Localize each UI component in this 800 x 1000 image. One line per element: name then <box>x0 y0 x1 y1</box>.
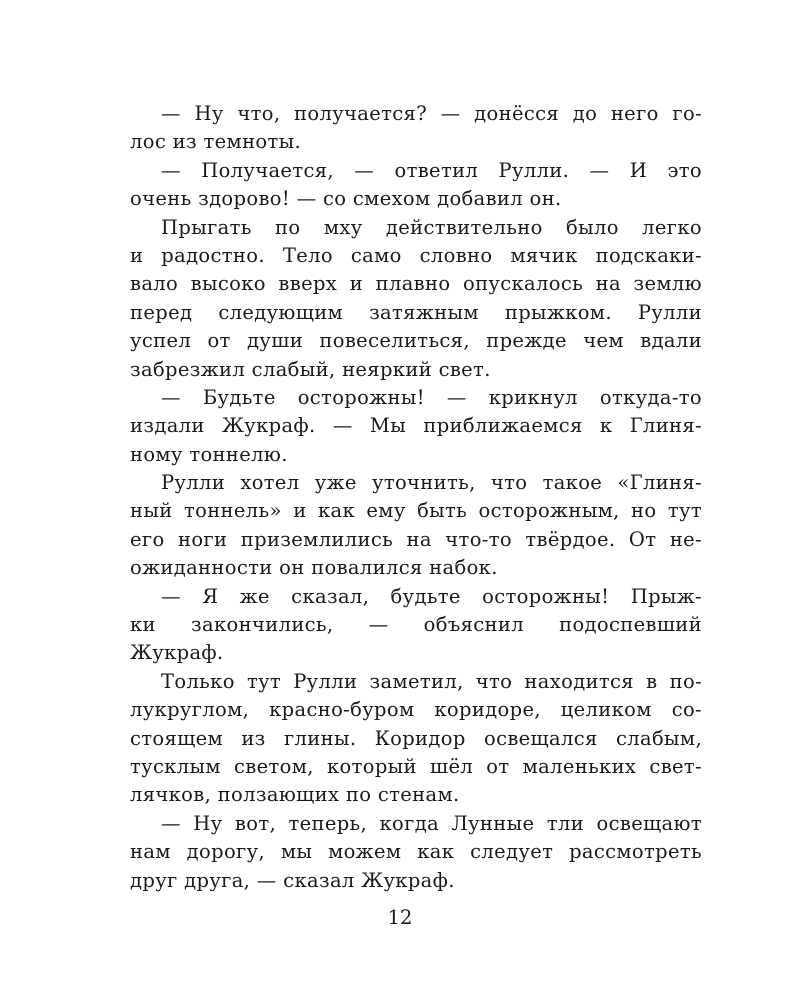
text-line: ки закончились, — объяснил подоспевший <box>130 613 702 637</box>
text-line: и радостно. Тело само словно мячик подскаки- <box>130 243 702 267</box>
text-line: вало высоко вверх и плавно опускалось на землю <box>130 272 702 296</box>
text-line: стоящем из глины. Коридор освещался слабым, <box>130 726 702 750</box>
text-line: Прыгать по мху действительно было легко <box>161 215 702 239</box>
text-line: Только тут Рулли заметил, что находится в по- <box>161 669 702 693</box>
text-line: его ноги приземлились на что-то твёрдое. От не- <box>130 527 702 551</box>
text-line: — Будьте осторожны! — крикнул откуда-то <box>161 385 702 409</box>
text-line: тусклым светом, который шёл от маленьких свет- <box>130 754 702 778</box>
text-line: — Ну вот, теперь, когда Лунные тли освещают <box>161 811 702 835</box>
text-line: — Ну что, получается? — донёсся до него го- <box>161 102 702 125</box>
text-line: — Получается, — ответил Рулли. — И это <box>161 158 702 182</box>
paragraph <box>130 100 702 157</box>
paragraph <box>130 469 702 583</box>
paragraph <box>130 214 702 384</box>
text-line: Жукраф. <box>130 641 224 665</box>
text-line: ному тоннелю. <box>130 442 288 466</box>
text-line: друг друга, — сказал Жукраф. <box>130 868 455 892</box>
text-line: издали Жукраф. — Мы приближаемся к Глиня- <box>130 414 702 438</box>
text-line: лячков, ползающих по стенам. <box>130 783 460 807</box>
text-line: Рулли хотел уже уточнить, что такое «Глиня- <box>161 471 702 495</box>
paragraph <box>130 384 702 469</box>
text-line: лукруглом, красно-буром коридоре, целиком со- <box>130 698 702 722</box>
paragraph <box>130 810 702 895</box>
text-line: — Я же сказал, будьте осторожны! Прыж- <box>161 584 702 608</box>
text-line: забрезжил слабый, неяркий свет. <box>130 357 491 381</box>
page-number: 12 <box>387 906 413 929</box>
text-line: перед следующим затяжным прыжком. Рулли <box>130 300 702 324</box>
text-line: успел от души повеселиться, прежде чем вдали <box>130 329 702 353</box>
paragraph <box>130 583 702 668</box>
text-line: ный тоннель» и как ему быть осторожным, но тут <box>130 499 702 523</box>
text-line: ожиданности он повалился набок. <box>130 556 498 580</box>
text-line: нам дорогу, мы можем как следует рассмотреть <box>130 840 702 864</box>
paragraph <box>130 157 702 214</box>
paragraph <box>130 668 702 810</box>
body-text <box>130 100 702 895</box>
text-line: очень здорово! — со смехом добавил он. <box>130 187 562 211</box>
text-line: лос из темноты. <box>130 130 302 154</box>
